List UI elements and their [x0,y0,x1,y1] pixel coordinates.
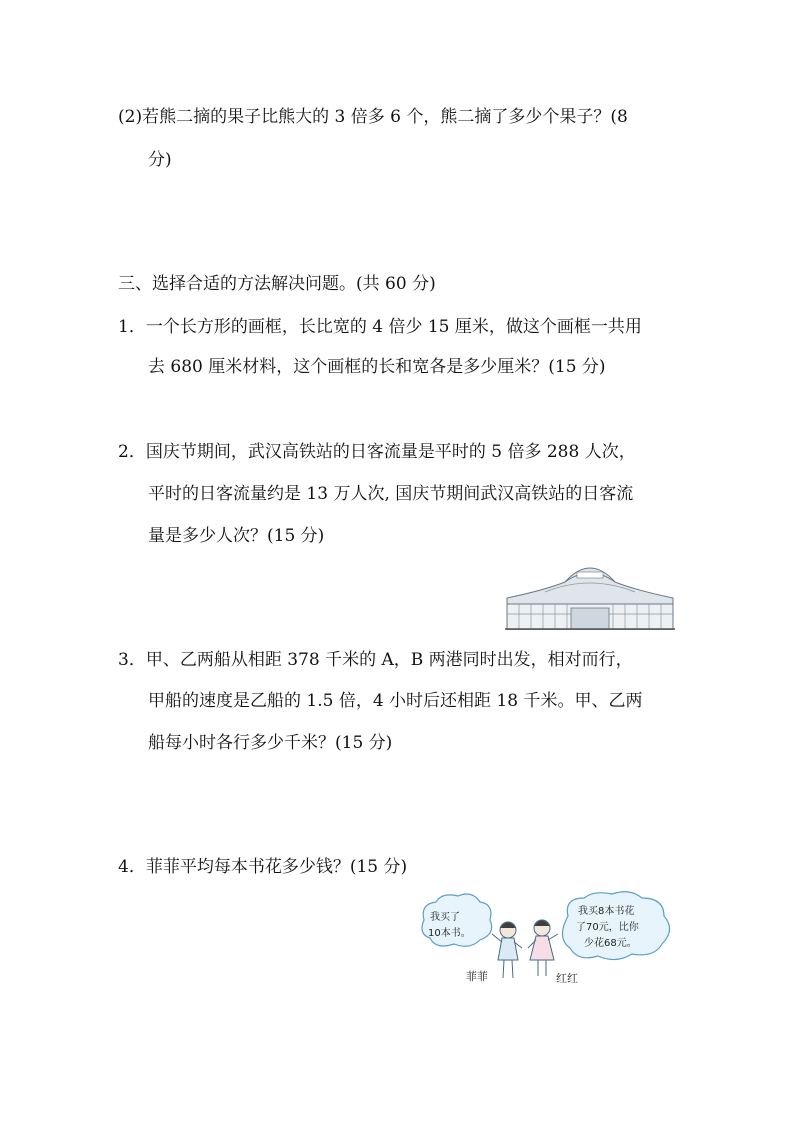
name-right: 红红 [556,972,578,985]
q4-line1: 4．菲菲平均每本书花多少钱？(15 分) [118,857,408,877]
bubble-right-line1: 我买8本书花 [578,906,635,917]
bubble-left-line1: 我买了 [430,912,460,923]
q1-line1: 1．一个长方形的画框，长比宽的 4 倍少 15 厘米，做这个画框一共用 [118,317,642,337]
q3-line2: 甲船的速度是乙船的 1.5 倍，4 小时后还相距 18 千米。甲、乙两 [148,691,643,711]
q2-line3: 量是多少人次？(15 分) [148,526,325,546]
girl-right-icon [528,920,558,976]
two-girls-illustration [418,890,676,985]
bubble-right-line3: 少花68元。 [584,938,637,949]
q3-line1: 3．甲、乙两船从相距 378 千米的 A，B 两港同时出发，相对而行， [118,650,633,670]
part2-q2-line2: 分) [148,150,172,170]
q1-line2: 去 680 厘米材料，这个画框的长和宽各是多少厘米？(15 分) [148,357,606,377]
q3-line3: 船每小时各行多少千米？(15 分) [148,733,393,753]
q2-line2: 平时的日客流量约是 13 万人次, 国庆节期间武汉高铁站的日客流 [148,484,634,504]
q2-line1: 2．国庆节期间，武汉高铁站的日客流量是平时的 5 倍多 288 人次， [118,442,636,462]
bubble-left-line2: 10本书。 [428,928,471,939]
girl-left-icon [492,922,522,978]
section-heading: 三、选择合适的方法解决问题。(共 60 分) [118,274,436,294]
bubble-right-line2: 了70元，比你 [576,922,639,933]
part2-q2-line1: (2)若熊二摘的果子比熊大的 3 倍多 6 个，熊二摘了多少个果子？(8 [118,107,628,127]
name-left: 菲菲 [466,970,488,983]
train-station-illustration [505,560,675,630]
